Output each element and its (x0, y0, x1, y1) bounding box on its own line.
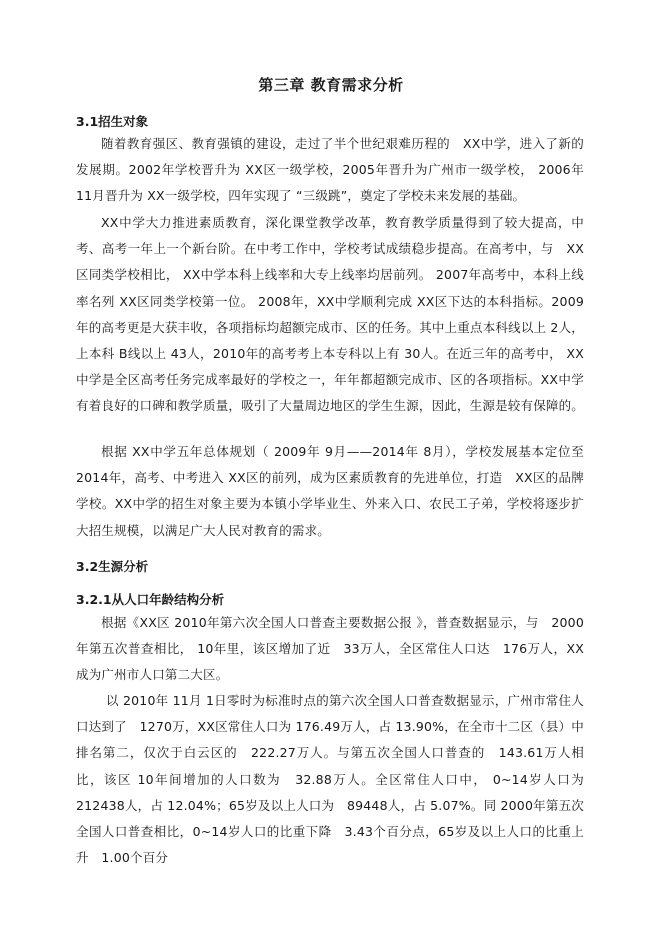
paragraph-education-quality: XX中学大力推进素质教育，深化课堂教学改革，教育教学质量得到了较大提高，中考、高考一年上一个新台阶。在中考工作中，学校考试成绩稳步提高。在高考中，与 XX区同类学校相比， XX中学本科上线率和大专上线率均居前列。 2007年高考中，本科上线率名列 XX区同类学校第一位。 2008年，XX中学顺利完成 XX区下达的本科指标。2009年的高考更是大获丰收，各项指标均超额完成市、区的任务。其中上重点本科线以上 2人，上本科 B线以上 43人，2010年的高考考上本专科以上有 30人。在近三年的高考中， XX中学是全区高考任务完成率最好的学校之一，年年都超额完成市、区的各项指标。XX中学有着良好的口碑和教学质量，吸引了大量周边地区的学生生源，因此，生源是较有保障的。 (76, 215, 585, 414)
paragraph-five-year-plan: 根据 XX中学五年总体规划（ 2009年 9月——2014年 8月），学校发展基本定位至2014年，高考、中考进入 XX区的前列，成为区素质教育的先进单位，打造 XX区的品牌学校。XX中学的招生对象主要为本镇小学毕业生、外来入口、农民工子弟，学校将逐步扩大招生规模，以满足广大人民对教育的需求。 (76, 444, 584, 538)
paragraph-enrollment-history: 随着教育强区、教育强镇的建设，走过了半个世纪艰难历程的 XX中学，进入了新的发展期。2002年学校晋升为 XX区一级学校，2005年晋升为广州市一级学校， 2006年 11月晋升为 XX一级学校，四年实现了 “三级跳”，奠定了学校未来发展的基础。 (76, 136, 584, 204)
paragraph-census-bulletin: 根据《XX区 2010年第六次全国人口普查主要数据公报 》，普查数据显示，与 2000年第五次普查相比， 10年里，该区增加了近 33万人，全区常住人口达 176万人，XX成为广州市人口第二大区。 (76, 615, 584, 683)
paragraph-census-data: 以 2010年 11月 1日零时为标准时点的第六次全国人口普查数据显示，广州市常住人口达到了 1270万，XX区常住人口为 176.49万人，占 13.90%，在全市十二区（县）中排名第二，仅次于白云区的 222.27万人。与第五次全国人口普查的 143.61万人相比，该区 10年间增加的人口数为 32.88万人。全区常住人口中， 0~14岁人口为 212438人，占 12.04%；65岁及以上人口为 89448人，占 5.07%。同 2000年第五次全国人口普查相比，0~14岁人口的比重下降 3.43个百分点，65岁及以上人口的比重上升 1.00个百分 (76, 693, 597, 866)
chapter-title: 第三章 教育需求分析 (258, 76, 404, 94)
section-heading-3-2: 3.2生源分析 (76, 559, 149, 574)
section-heading-3-2-1: 3.2.1从人口年龄结构分析 (76, 592, 225, 607)
section-heading-3-1: 3.1招生对象 (76, 114, 149, 129)
